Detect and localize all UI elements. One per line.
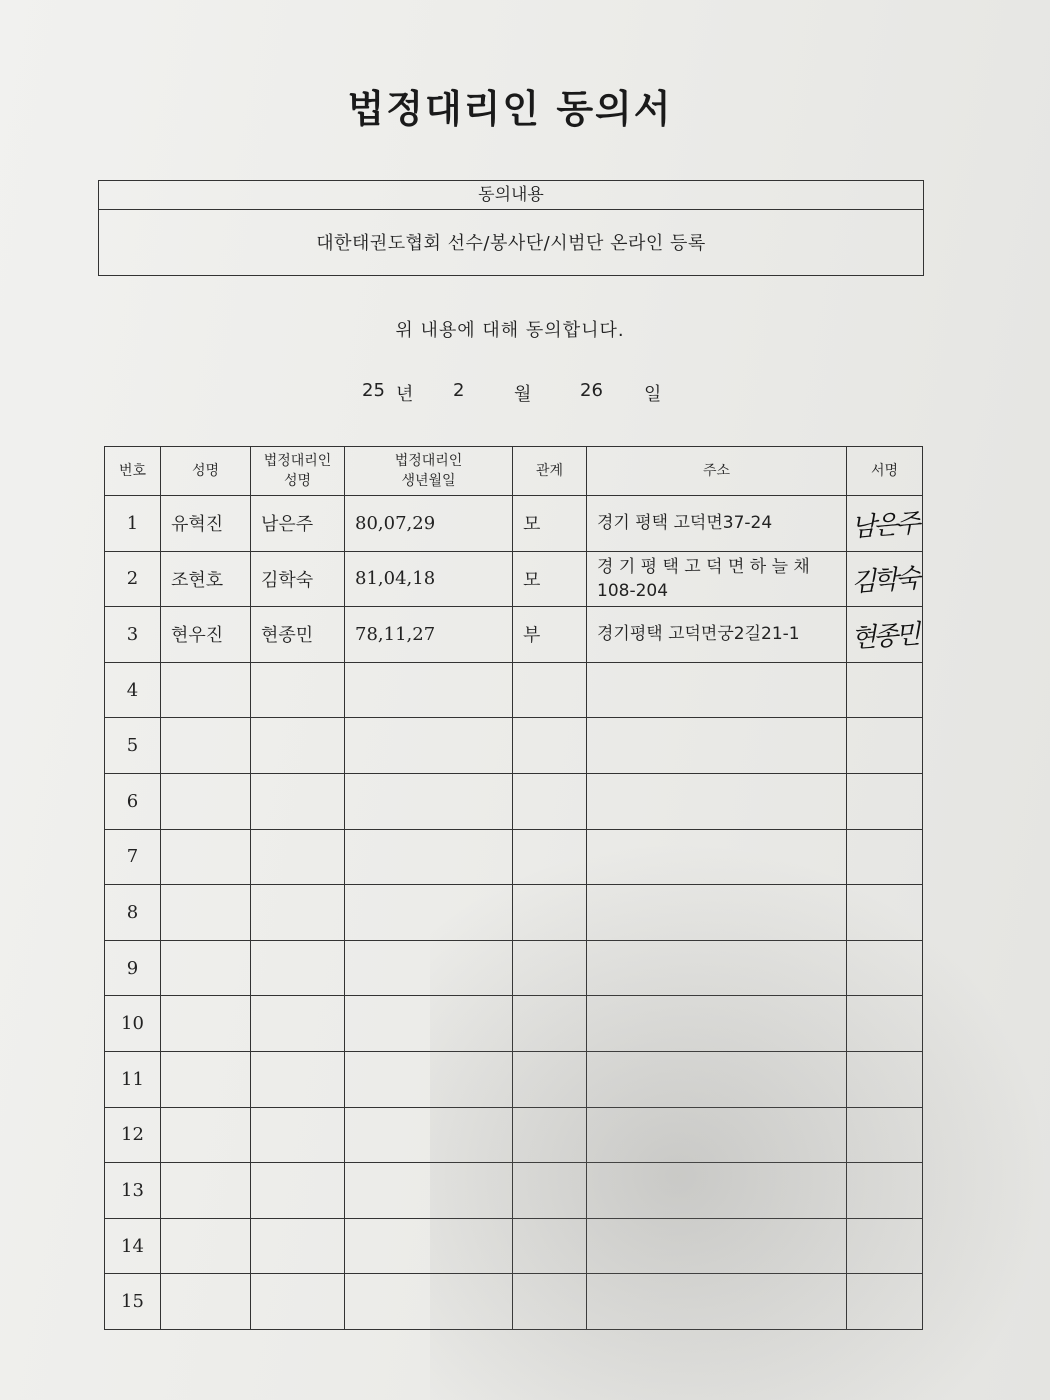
row-guardian-name bbox=[251, 829, 345, 885]
row-number: 5 bbox=[105, 718, 161, 774]
row-signature bbox=[847, 996, 923, 1052]
row-guardian-name bbox=[251, 1163, 345, 1219]
row-address bbox=[587, 1163, 847, 1219]
row-name bbox=[161, 773, 251, 829]
row-address bbox=[587, 773, 847, 829]
row-name bbox=[161, 1163, 251, 1219]
row-guardian-birth bbox=[345, 1274, 513, 1330]
header-no: 번호 bbox=[105, 447, 161, 496]
handwritten-signature: 현종민 bbox=[850, 619, 919, 655]
row-name bbox=[161, 829, 251, 885]
row-guardian-birth bbox=[345, 996, 513, 1052]
row-relation bbox=[513, 885, 587, 941]
date-day: 26 bbox=[580, 380, 603, 401]
row-signature bbox=[847, 607, 923, 663]
handwritten-signature: 김학숙 bbox=[850, 564, 919, 599]
table-row bbox=[105, 996, 923, 1052]
row-signature bbox=[847, 496, 923, 552]
consent-header: 동의내용 bbox=[99, 181, 923, 210]
table-row bbox=[105, 1107, 923, 1163]
row-relation bbox=[513, 829, 587, 885]
table-row bbox=[105, 1274, 923, 1330]
table-row bbox=[105, 773, 923, 829]
guardian-table bbox=[104, 446, 922, 1330]
row-relation bbox=[513, 1274, 587, 1330]
row-guardian-birth bbox=[345, 773, 513, 829]
row-guardian-birth bbox=[345, 718, 513, 774]
row-number: 12 bbox=[105, 1107, 161, 1163]
row-name bbox=[161, 1107, 251, 1163]
row-relation bbox=[513, 1051, 587, 1107]
row-address bbox=[587, 885, 847, 941]
row-address bbox=[587, 1274, 847, 1330]
header-address: 주소 bbox=[587, 447, 847, 496]
header-guardian-name-line2: 성명 bbox=[283, 473, 312, 489]
consent-box bbox=[98, 180, 924, 276]
row-relation bbox=[513, 773, 587, 829]
row-guardian-name bbox=[251, 718, 345, 774]
table-row bbox=[105, 829, 923, 885]
row-name: 현우진 bbox=[161, 607, 251, 663]
row-guardian-name bbox=[251, 662, 345, 718]
consent-content: 대한태권도협회 선수/봉사단/시범단 온라인 등록 bbox=[316, 233, 706, 254]
row-name: 유혁진 bbox=[161, 496, 251, 552]
row-address bbox=[587, 1218, 847, 1274]
row-number: 4 bbox=[105, 662, 161, 718]
agreement-statement: 위 내용에 대해 동의합니다. bbox=[395, 320, 625, 341]
row-guardian-birth bbox=[345, 1163, 513, 1219]
row-name: 조현호 bbox=[161, 551, 251, 607]
row-signature bbox=[847, 1107, 923, 1163]
row-number: 13 bbox=[105, 1163, 161, 1219]
row-guardian-name bbox=[251, 940, 345, 996]
row-guardian-birth bbox=[345, 1218, 513, 1274]
row-relation bbox=[513, 662, 587, 718]
row-number: 2 bbox=[105, 551, 161, 607]
row-signature bbox=[847, 1274, 923, 1330]
row-address bbox=[587, 1051, 847, 1107]
row-relation bbox=[513, 1107, 587, 1163]
row-name bbox=[161, 940, 251, 996]
row-signature bbox=[847, 940, 923, 996]
date-day-unit: 일 bbox=[644, 384, 662, 405]
row-guardian-name bbox=[251, 1051, 345, 1107]
row-signature bbox=[847, 551, 923, 607]
row-address: 경기평택 고덕면궁2길21-1 bbox=[587, 607, 847, 663]
document-title: 법정대리인 동의서 bbox=[347, 87, 673, 131]
row-relation: 모 bbox=[513, 551, 587, 607]
table-row bbox=[105, 662, 923, 718]
row-signature bbox=[847, 829, 923, 885]
row-number: 15 bbox=[105, 1274, 161, 1330]
row-address bbox=[587, 829, 847, 885]
header-guardian-name bbox=[251, 447, 345, 496]
row-number: 11 bbox=[105, 1051, 161, 1107]
row-guardian-birth: 81,04,18 bbox=[345, 551, 513, 607]
handwritten-signature: 남은주 bbox=[850, 508, 919, 544]
row-number: 1 bbox=[105, 496, 161, 552]
row-number: 3 bbox=[105, 607, 161, 663]
row-name bbox=[161, 718, 251, 774]
row-signature bbox=[847, 1163, 923, 1219]
row-address: 경 기 평 택 고 덕 면 하 늘 채 108-204 bbox=[587, 551, 847, 607]
row-number: 7 bbox=[105, 829, 161, 885]
row-name bbox=[161, 662, 251, 718]
row-relation bbox=[513, 996, 587, 1052]
row-name bbox=[161, 1051, 251, 1107]
row-guardian-name bbox=[251, 996, 345, 1052]
row-guardian-name bbox=[251, 885, 345, 941]
row-relation bbox=[513, 718, 587, 774]
row-guardian-name bbox=[251, 1274, 345, 1330]
header-guardian-birth bbox=[345, 447, 513, 496]
row-guardian-birth bbox=[345, 662, 513, 718]
row-number: 8 bbox=[105, 885, 161, 941]
table-row bbox=[105, 1218, 923, 1274]
row-number: 14 bbox=[105, 1218, 161, 1274]
row-number: 9 bbox=[105, 940, 161, 996]
row-address bbox=[587, 996, 847, 1052]
row-guardian-name: 김학숙 bbox=[251, 551, 345, 607]
row-guardian-name: 남은주 bbox=[251, 496, 345, 552]
table-row bbox=[105, 551, 923, 607]
date-month-unit: 월 bbox=[514, 384, 532, 405]
row-guardian-name bbox=[251, 773, 345, 829]
row-address bbox=[587, 718, 847, 774]
row-relation: 부 bbox=[513, 607, 587, 663]
row-guardian-birth bbox=[345, 1051, 513, 1107]
row-guardian-name bbox=[251, 1107, 345, 1163]
header-guardian-birth-line2: 생년월일 bbox=[401, 473, 456, 489]
table-row bbox=[105, 940, 923, 996]
row-guardian-birth: 80,07,29 bbox=[345, 496, 513, 552]
row-relation bbox=[513, 1163, 587, 1219]
row-address bbox=[587, 1107, 847, 1163]
row-relation bbox=[513, 1218, 587, 1274]
table-row bbox=[105, 1051, 923, 1107]
row-guardian-birth bbox=[345, 940, 513, 996]
header-relation: 관계 bbox=[513, 447, 587, 496]
table-header-row bbox=[105, 447, 923, 496]
header-guardian-name-line1: 법정대리인 bbox=[263, 453, 332, 469]
row-signature bbox=[847, 885, 923, 941]
row-guardian-birth bbox=[345, 885, 513, 941]
row-relation bbox=[513, 940, 587, 996]
row-address bbox=[587, 940, 847, 996]
row-name bbox=[161, 1218, 251, 1274]
row-number: 6 bbox=[105, 773, 161, 829]
date-year: 25 bbox=[362, 380, 385, 401]
row-address: 경기 평택 고덕면37-24 bbox=[587, 496, 847, 552]
row-address bbox=[587, 662, 847, 718]
date-month: 2 bbox=[453, 380, 465, 401]
row-name bbox=[161, 885, 251, 941]
row-name bbox=[161, 1274, 251, 1330]
row-signature bbox=[847, 1051, 923, 1107]
table-row bbox=[105, 607, 923, 663]
table-row bbox=[105, 1163, 923, 1219]
header-guardian-birth-line1: 법정대리인 bbox=[394, 453, 463, 469]
row-guardian-birth bbox=[345, 1107, 513, 1163]
header-signature: 서명 bbox=[847, 447, 923, 496]
row-guardian-birth bbox=[345, 829, 513, 885]
table-row bbox=[105, 496, 923, 552]
row-name bbox=[161, 996, 251, 1052]
row-signature bbox=[847, 662, 923, 718]
header-name: 성명 bbox=[161, 447, 251, 496]
table-row bbox=[105, 718, 923, 774]
row-signature bbox=[847, 718, 923, 774]
row-guardian-birth: 78,11,27 bbox=[345, 607, 513, 663]
row-relation: 모 bbox=[513, 496, 587, 552]
row-guardian-name bbox=[251, 1218, 345, 1274]
date-year-unit: 년 bbox=[396, 384, 414, 405]
row-signature bbox=[847, 1218, 923, 1274]
table-row bbox=[105, 885, 923, 941]
row-signature bbox=[847, 773, 923, 829]
row-guardian-name: 현종민 bbox=[251, 607, 345, 663]
row-number: 10 bbox=[105, 996, 161, 1052]
